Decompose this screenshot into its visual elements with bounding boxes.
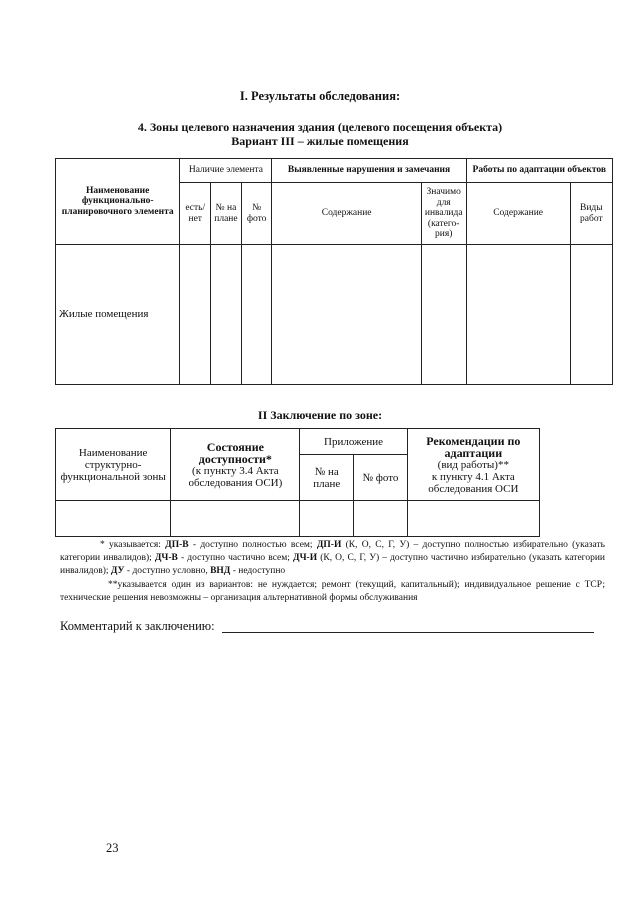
col-header-works-content: Содержание xyxy=(466,183,570,245)
col-group-works: Работы по адаптации объектов xyxy=(466,159,612,183)
table-row xyxy=(56,501,540,537)
cell-recommendations xyxy=(407,501,539,537)
col-header-name: Наименование функционально-планировочного элемента xyxy=(56,159,180,245)
variant-heading: Вариант III – жилые помещения xyxy=(231,134,409,148)
cell-appendix-plan-no xyxy=(300,501,354,537)
cell-significant xyxy=(421,245,466,385)
col-header-content: Содержание xyxy=(272,183,421,245)
col-header-significant: Значимо для инвалида (катего-рия) xyxy=(421,183,466,245)
col-header-plan-no: № на плане xyxy=(211,183,242,245)
col-header-appendix-plan-no: № на плане xyxy=(300,455,354,501)
row-label-living-rooms: Жилые помещения xyxy=(56,245,180,385)
footnote-work-types: **указывается один из вариантов: не нуждается; ремонт (текущий, капитальный); индивидуальное решение с ТСР; технические решения невозможны – организация альтернативной формы обслуживания xyxy=(60,580,605,603)
col-group-violations: Выявленные нарушения и замечания xyxy=(272,159,466,183)
footnote-accessibility-codes: * указывается: ДП-В - доступно полностью всем; ДП-И (К, О, С, Г, У) – доступно полностью избирательно (указать категории инвалидов); ДЧ-В - доступно частично всем; ДЧ-И (К, О, С, Г, У) – доступно частично избирательно (указать категории инвалидов); ДУ - доступно условно, ВНД - недоступно xyxy=(60,540,606,576)
comment-label: Комментарий к заключению: xyxy=(60,619,215,633)
cell-plan-no xyxy=(211,245,242,385)
cell-work-types xyxy=(570,245,612,385)
col-header-photo-no: № фото xyxy=(241,183,272,245)
cell-photo-no xyxy=(241,245,272,385)
cell-content xyxy=(272,245,421,385)
comment-input-line[interactable] xyxy=(222,632,594,633)
col-header-zone-name: Наименование структурно-функциональной зоны xyxy=(56,429,171,501)
cell-have xyxy=(180,245,211,385)
table-row xyxy=(56,245,613,385)
col-header-recommendations xyxy=(407,429,539,501)
section-1-heading: I. Результаты обследования: xyxy=(239,89,401,103)
recommendations-subtitle-1: (вид работы)** xyxy=(437,458,509,471)
recommendations-subtitle-2: к пункту 4.1 Акта обследования ОСИ xyxy=(428,470,519,495)
col-group-appendix: Приложение xyxy=(300,429,407,455)
col-header-appendix-photo-no: № фото xyxy=(354,455,407,501)
col-group-presence: Наличие элемента xyxy=(180,159,272,183)
zone-heading: 4. Зоны целевого назначения здания (целевого посещения объекта) xyxy=(137,120,503,134)
col-header-accessibility xyxy=(171,429,300,501)
accessibility-title: Состояние доступности* xyxy=(198,439,272,466)
page-number: 23 xyxy=(106,841,119,855)
accessibility-subtitle: (к пункту 3.4 Акта обследования ОСИ) xyxy=(188,464,283,489)
zones-survey-table xyxy=(55,158,613,385)
recommendations-title: Рекомендации по адаптации xyxy=(426,433,521,460)
cell-accessibility xyxy=(171,501,300,537)
cell-zone-name xyxy=(56,501,171,537)
section-2-heading: II Заключение по зоне: xyxy=(257,408,383,422)
cell-works-content xyxy=(466,245,570,385)
zone-conclusion-table xyxy=(55,428,540,537)
col-header-work-types: Виды работ xyxy=(570,183,612,245)
cell-appendix-photo-no xyxy=(354,501,407,537)
col-header-have: есть/ нет xyxy=(180,183,211,245)
